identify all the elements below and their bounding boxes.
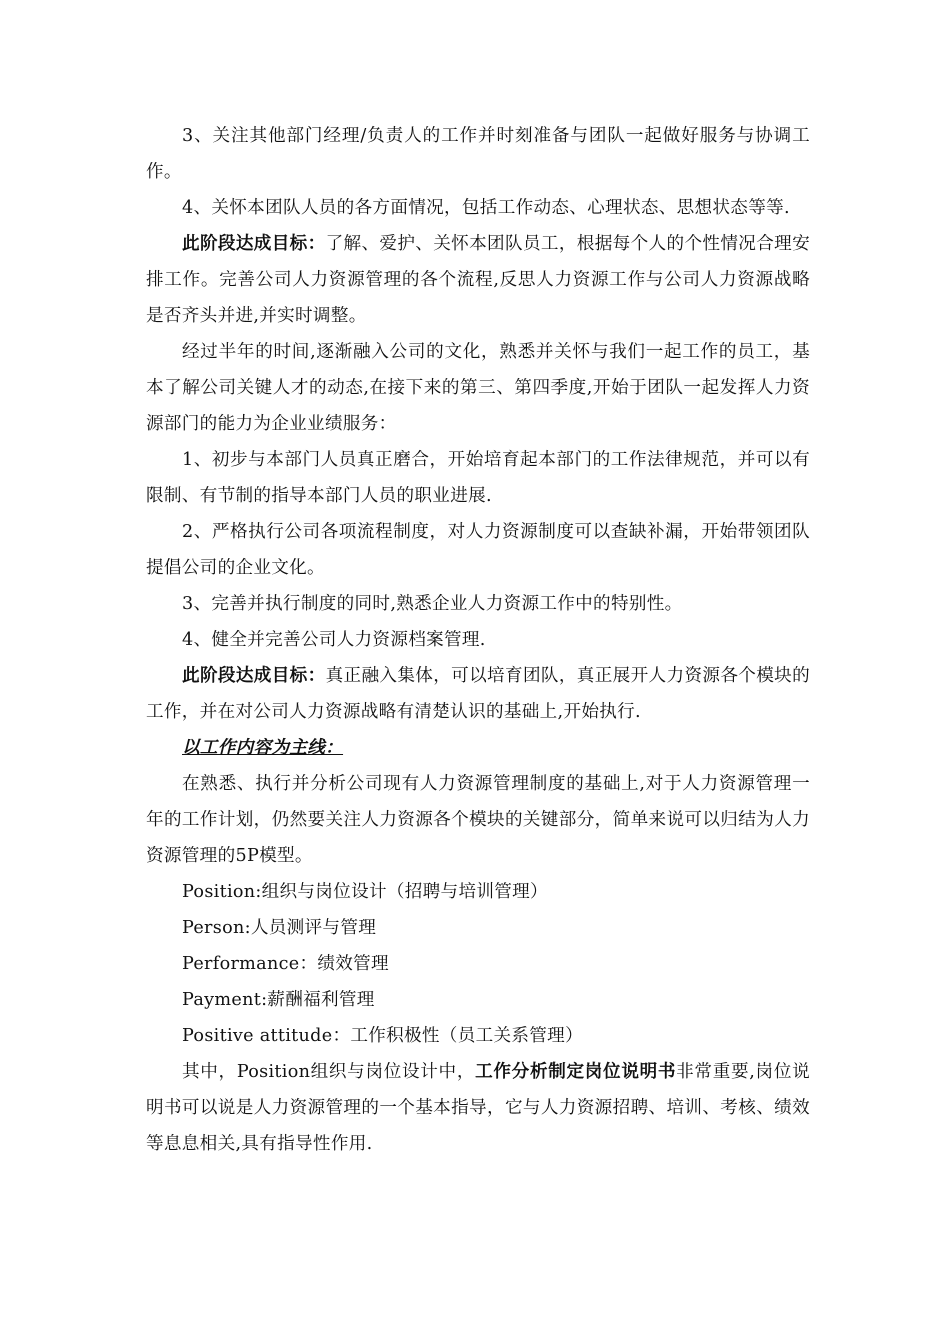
- paragraph-item-4: [146, 190, 810, 226]
- paragraph-item-2: [146, 514, 810, 586]
- paragraph-stage-goal: [146, 226, 810, 334]
- goal-label: 此阶段达成目标：: [182, 233, 326, 254]
- paragraph-half-year: [146, 334, 810, 442]
- paragraph-text: Payment:薪酬福利管理: [182, 990, 375, 1010]
- paragraph-stage-goal-2: [146, 658, 810, 730]
- section-heading: [146, 730, 810, 766]
- paragraph-job-analysis: [146, 1054, 810, 1162]
- paragraph-text: Positive attitude：工作积极性（员工关系管理）: [182, 1026, 583, 1046]
- list-item-position: [146, 874, 810, 910]
- emphasis-text: 工作分析制定岗位说明书: [475, 1061, 677, 1082]
- paragraph-item-4b: [146, 622, 810, 658]
- paragraph-text: 4、健全并完善公司人力资源档案管理.: [182, 630, 486, 650]
- paragraph-text: 3、完善并执行制度的同时,熟悉企业人力资源工作中的特别性。: [182, 594, 683, 614]
- paragraph-text: 2、严格执行公司各项流程制度，对人力资源制度可以查缺补漏，开始带领团队提倡公司的企业文化。: [146, 522, 810, 578]
- section-heading-text: 以工作内容为主线：: [182, 737, 344, 758]
- paragraph-item-1: [146, 442, 810, 514]
- list-item-person: [146, 910, 810, 946]
- paragraph-text: 在熟悉、执行并分析公司现有人力资源管理制度的基础上,对于人力资源管理一年的工作计划，仍然要关注人力资源各个模块的关键部分，简单来说可以归结为人力资源管理的5P模型。: [146, 774, 810, 866]
- paragraph-text: 4、关怀本团队人员的各方面情况，包括工作动态、心理状态、思想状态等等.: [182, 198, 790, 218]
- document-body: [146, 118, 810, 1162]
- paragraph-text-after: 非常重要,岗位说明书可以说是人力资源管理的一个基本指导，它与人力资源招聘、培训、考核、绩效等息息相关,具有指导性作用.: [146, 1062, 810, 1154]
- list-item-positive-attitude: [146, 1018, 810, 1054]
- paragraph-text: 了解、爱护、关怀本团队员工，根据每个人的个性情况合理安排工作。完善公司人力资源管理的各个流程,反思人力资源工作与公司人力资源战略是否齐头并进,并实时调整。: [146, 234, 810, 326]
- paragraph-text: 3、关注其他部门经理/负责人的工作并时刻准备与团队一起做好服务与协调工作。: [146, 126, 810, 182]
- paragraph-text: Person:人员测评与管理: [182, 918, 377, 938]
- list-item-performance: [146, 946, 810, 982]
- list-item-payment: [146, 982, 810, 1018]
- paragraph-text: 真正融入集体，可以培育团队，真正展开人力资源各个模块的工作，并在对公司人力资源战略有清楚认识的基础上,开始执行.: [146, 666, 810, 722]
- paragraph-item-3: [146, 118, 810, 190]
- paragraph-text: 1、初步与本部门人员真正磨合，开始培育起本部门的工作法律规范，并可以有限制、有节制的指导本部门人员的职业进展.: [146, 450, 810, 506]
- paragraph-text: Performance：绩效管理: [182, 954, 389, 974]
- paragraph-5p-intro: [146, 766, 810, 874]
- paragraph-text: 经过半年的时间,逐渐融入公司的文化，熟悉并关怀与我们一起工作的员工，基本了解公司关键人才的动态,在接下来的第三、第四季度,开始于团队一起发挥人力资源部门的能力为企业业绩服务：: [146, 342, 810, 434]
- paragraph-item-3b: [146, 586, 810, 622]
- paragraph-text: 其中，Position组织与岗位设计中，: [182, 1062, 476, 1082]
- paragraph-text: Position:组织与岗位设计（招聘与培训管理）: [182, 882, 548, 902]
- goal-label: 此阶段达成目标：: [182, 665, 326, 686]
